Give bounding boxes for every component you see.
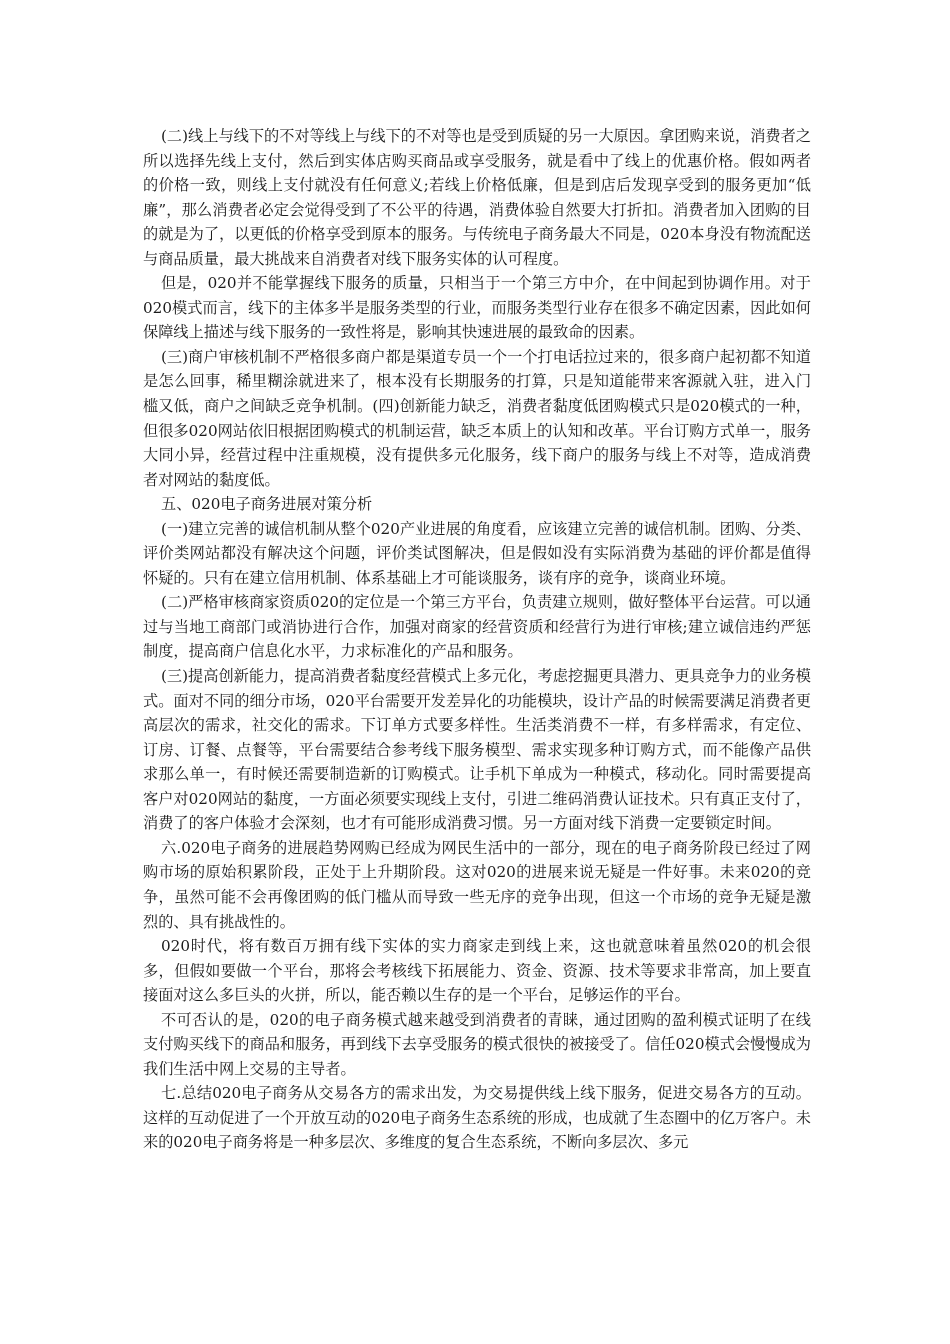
document-page [143,124,811,1155]
paragraph-o2o-era: 020时代，将有数百万拥有线下实体的实力商家走到线上来，这也就意味着虽然020的机会很多，但假如要做一个平台，那将会考核线下拓展能力、资金、资源、技术等要求非常高，加上要直接面对这么多巨头的火拼，所以，能否赖以生存的是一个平台，足够运作的平台。 [143,937,811,1005]
paragraph-summary: 七.总结020电子商务从交易各方的需求出发，为交易提供线上线下服务，促进交易各方的互动。这样的互动促进了一个开放互动的020电子商务生态系统的形成，也成就了生态圈中的亿万客户。未来的020电子商务将是一种多层次、多维度的复合生态系统，不断向多层次、多元 [143,1084,811,1152]
paragraph-offline-online-inequality: (二)线上与线下的不对等线上与线下的不对等也是受到质疑的另一大原因。拿团购来说，消费者之所以选择先线上支付，然后到实体店购买商品或享受服务，就是看中了线上的优惠价格。假如两者的价格一致，则线上支付就没有任何意义;若线上价格低廉，但是到店后发现享受到的服务更加“低廉”，那么消费者必定会觉得受到了不公平的待遇，消费体验自然要大打折扣。消费者加入团购的目的就是为了，以更低的价格享受到原本的服务。与传统电子商务最大不同是，020本身没有物流配送与商品质量，最大挑战来自消费者对线下服务实体的认可程度。 [143,127,811,268]
paragraph-integrity-mechanism: (一)建立完善的诚信机制从整个020产业进展的角度看，应该建立完善的诚信机制。团购、分类、评价类网站都没有解决这个问题，评价类试图解决，但是假如没有实际消费为基础的评价都是值得怀疑的。只有在建立信用机制、体系基础上才可能谈服务，谈有序的竞争，谈商业环境。 [143,519,811,587]
section-heading-strategies: 五、020电子商务进展对策分析 [161,495,373,514]
paragraph-innovation: (三)提高创新能力，提高消费者黏度经营模式上多元化，考虑挖掘更具潜力、更具竞争力的业务模式。面对不同的细分市场，020平台需要开发差异化的功能模块，设计产品的时候需要满足消费者更高层次的需求，社交化的需求。下订单方式要多样性。生活类消费不一样，有多样需求，有定位、订房、订餐、点餐等，平台需要结合参考线下服务模型、需求实现多种订购方式，而不能像产品供求那么单一，有时候还需要制造新的订购模式。让手机下单成为一种模式，移动化。同时需要提高客户对020网站的黏度，一方面必须要实现线上支付，引进二维码消费认证技术。只有真正支付了，消费了的客户体验才会深刻，也才有可能形成消费习惯。另一方面对线下消费一定要锁定时间。 [143,667,811,833]
paragraph-trends: 六.020电子商务的进展趋势网购已经成为网民生活中的一部分，现在的电子商务阶段已经过了网购市场的原始积累阶段，正处于上升期阶段。这对020的进展来说无疑是一件好事。未来020的竞争，虽然可能不会再像团购的低门槛从而导致一些无序的竞争出现，但这一个市场的竞争无疑是激烈的、具有挑战性的。 [143,838,811,931]
paragraph-strict-review: (二)严格审核商家资质020的定位是一个第三方平台，负责建立规则，做好整体平台运营。可以通过与当地工商部门或消协进行合作，加强对商家的经营资质和经营行为进行审核;建立诚信违约严惩制度，提高商户信息化水平，力求标准化的产品和服务。 [143,593,811,661]
paragraph-undeniable: 不可否认的是，020的电子商务模式越来越受到消费者的青睐，通过团购的盈利模式证明了在线支付购买线下的商品和服务，再到线下去享受服务的模式很快的被接受了。信任020模式会慢慢成为我们生活中网上交易的主导者。 [143,1010,811,1078]
paragraph-service-quality: 但是，020并不能掌握线下服务的质量，只相当于一个第三方中介，在中间起到协调作用。对于020模式而言，线下的主体多半是服务类型的行业，而服务类型行业存在很多不确定因素，因此如何保障线上描述与线下服务的一致性将是，影响其快速进展的最致命的因素。 [143,274,811,342]
paragraph-merchant-review: (三)商户审核机制不严格很多商户都是渠道专员一个一个打电话拉过来的，很多商户起初都不知道是怎么回事，稀里糊涂就进来了，根本没有长期服务的打算，只是知道能带来客源就入驻，进入门槛又低，商户之间缺乏竞争机制。(四)创新能力缺乏，消费者黏度低团购模式只是020模式的一种，但很多020网站依旧根据团购模式的机制运营，缺乏本质上的认知和改革。平台订购方式单一，服务大同小异，经营过程中注重规模，没有提供多元化服务，线下商户的服务与线上不对等，造成消费者对网站的黏度低。 [143,347,811,489]
